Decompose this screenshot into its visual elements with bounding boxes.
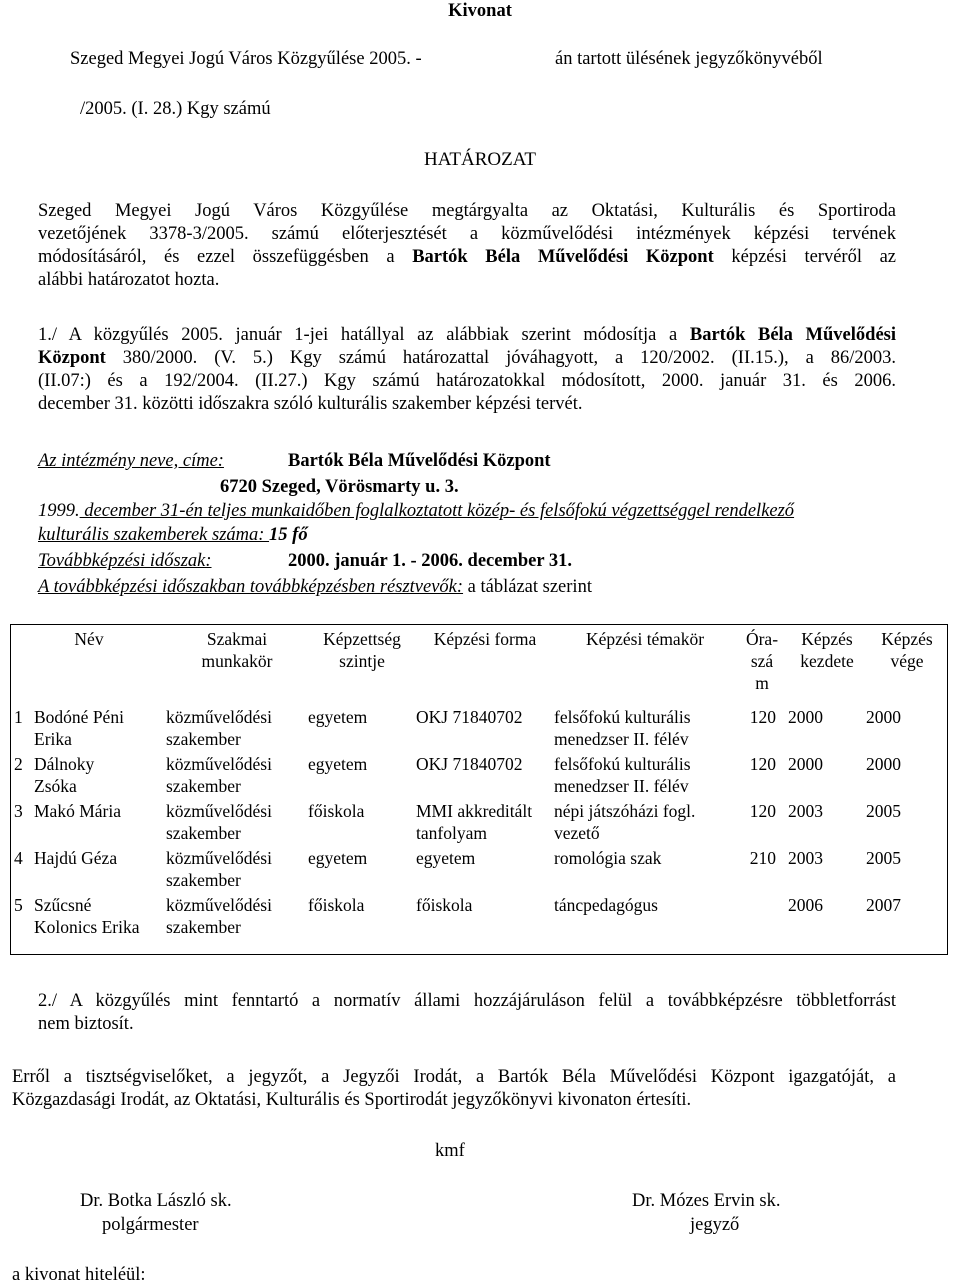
period-label: Továbbképzési időszak:: [38, 551, 212, 571]
header-kepzettseg: Képzettség szintje: [323, 629, 401, 671]
employee-name: Makó Mária: [34, 801, 121, 821]
kmf-label: kmf: [435, 1141, 465, 1161]
row-number: 4: [14, 848, 23, 868]
row-number: 1: [14, 707, 23, 727]
staff-line-2: kulturális szakemberek száma: 15 fő: [38, 525, 308, 545]
training-topic: népi játszóházi fogl. vezető: [554, 801, 696, 843]
training-hours: 120: [749, 707, 776, 727]
institution-address: 6720 Szeged, Vörösmarty u. 3.: [220, 477, 459, 497]
education-level: főiskola: [308, 895, 365, 915]
session-line-left: Szeged Megyei Jogú Város Közgyűlése 2005. -: [70, 49, 422, 69]
header-vege: Képzés vége: [881, 629, 933, 671]
header-forma: Képzési forma: [433, 629, 537, 649]
table-row: [12, 706, 948, 753]
training-topic: felsőfokú kulturális menedzser II. félév: [554, 754, 691, 796]
table-row: [12, 753, 948, 800]
training-start: 2003: [788, 801, 823, 821]
training-end: 2000: [866, 707, 901, 727]
education-level: főiskola: [308, 801, 365, 821]
intro-line-4: alábbi határozatot hozta.: [38, 270, 220, 290]
point-1-line-4: december 31. közötti időszakra szóló kulturális szakember képzési tervét.: [38, 394, 583, 414]
job-title: közművelődési szakember: [166, 848, 272, 890]
mayor-title: polgármester: [102, 1215, 199, 1235]
employee-name: Dálnoky Zsóka: [34, 754, 95, 796]
header-szakmai: Szakmai munkakör: [201, 629, 273, 671]
header-temakor: Képzési témakör: [585, 629, 705, 649]
point-2-line-1: 2./ A közgyűlés mint fenntartó a normatív állami hozzájáruláson felül a továbbképzésre többletforrást: [38, 991, 896, 1011]
intro-paragraph: [38, 200, 896, 292]
certification-footer: a kivonat hiteléül:: [12, 1265, 146, 1285]
point-1-line-3: (II.07:) és a 192/2004. (II.27.) Kgy számú határozatokkal módosított, 2000. január 31. és 2006.: [38, 371, 896, 391]
notify-line-2: Közgazdasági Irodát, az Oktatási, Kulturális és Sportirodát jegyzőkönyvi kivonaton értesíti.: [12, 1090, 692, 1110]
education-level: egyetem: [308, 707, 368, 727]
training-topic: felsőfokú kulturális menedzser II. félév: [554, 707, 691, 749]
job-title: közművelődési szakember: [166, 754, 272, 796]
employee-name: Hajdú Géza: [34, 848, 118, 868]
staff-count: 15 fő: [269, 525, 308, 545]
header-ora: Óra- szá m: [745, 629, 779, 693]
table-row: [12, 894, 948, 941]
notify-line-1: Erről a tisztségviselőket, a jegyzőt, a Jegyzői Irodát, a Bartók Béla Művelődési Központ igazgatóját, a: [12, 1067, 896, 1087]
intro-line-1: Szeged Megyei Jogú Város Közgyűlése megtárgyalta az Oktatási, Kulturális és Sportiroda: [38, 201, 896, 221]
job-title: közművelődési szakember: [166, 801, 272, 843]
training-hours: [736, 894, 788, 941]
mayor-name: Dr. Botka László sk.: [80, 1191, 232, 1211]
job-title: közművelődési szakember: [166, 895, 272, 937]
institution-name-bold: Bartók Béla Művelődési Központ: [412, 247, 714, 267]
training-end: 2000: [866, 754, 901, 774]
training-end: 2005: [866, 848, 901, 868]
header-kezdete: Képzés kezdete: [800, 629, 854, 671]
point-1-line-1: 1./ A közgyűlés 2005. január 1-jei hatállyal az alábbiak szerint módosítja a Bartók Béla Művelődési: [38, 325, 896, 345]
row-number: 3: [14, 801, 23, 821]
training-topic: táncpedagógus: [554, 895, 658, 915]
employee-name: Bodóné Péni Erika: [34, 707, 124, 749]
training-form: egyetem: [416, 848, 476, 868]
notary-name: Dr. Mózes Ervin sk.: [632, 1191, 781, 1211]
intro-line-2: vezetőjének 3378-3/2005. számú előterjesztését a közművelődési intézmények képzési tervének: [38, 224, 896, 244]
participants-line: A továbbképzési időszakban továbbképzésben résztvevők: a táblázat szerint: [38, 577, 592, 597]
row-number: 5: [14, 895, 23, 915]
point-2-line-2: nem biztosít.: [38, 1014, 134, 1034]
document-title: Kivonat: [448, 1, 512, 21]
training-start: 2003: [788, 848, 823, 868]
job-title: közművelődési szakember: [166, 707, 272, 749]
training-hours: 120: [749, 801, 776, 821]
training-form: OKJ 71840702: [416, 754, 523, 774]
point-1-line-2: Központ 380/2000. (V. 5.) Kgy számú határozattal jóváhagyott, a 120/2002. (II.15.), a 86/2003.: [38, 348, 896, 368]
table-row: [12, 847, 948, 894]
training-start: 2000: [788, 754, 823, 774]
period-value: 2000. január 1. - 2006. december 31.: [288, 551, 572, 571]
training-end: 2005: [866, 801, 901, 821]
employee-name: Szűcsné Kolonics Erika: [34, 895, 140, 937]
training-form: OKJ 71840702: [416, 707, 523, 727]
training-start: 2000: [788, 707, 823, 727]
training-end: 2007: [866, 895, 901, 915]
notary-title: jegyző: [690, 1215, 740, 1235]
education-level: egyetem: [308, 848, 368, 868]
training-start: 2006: [788, 895, 823, 915]
institution-label: Az intézmény neve, címe:: [38, 451, 224, 471]
training-topic: romológia szak: [554, 848, 662, 868]
training-form: MMI akkreditált tanfolyam: [416, 801, 533, 843]
intro-line-3: módosításáról, és ezzel összefüggésben a Bartók Béla Művelődési Központ képzési tervéről az: [38, 247, 896, 267]
resolution-heading: HATÁROZAT: [424, 149, 536, 170]
education-level: egyetem: [308, 754, 368, 774]
training-table: [12, 628, 948, 941]
training-form: főiskola: [416, 895, 473, 915]
point-1-paragraph: [38, 324, 896, 416]
table-row: [12, 800, 948, 847]
row-number: 2: [14, 754, 23, 774]
institution-name: Bartók Béla Művelődési Központ: [288, 451, 551, 471]
training-hours: 120: [749, 754, 776, 774]
resolution-reference: /2005. (I. 28.) Kgy számú: [80, 99, 271, 119]
session-line-right: án tartott ülésének jegyzőkönyvéből: [555, 49, 823, 69]
table-header-row: [12, 628, 948, 706]
staff-line-1: 1999. december 31-én teljes munkaidőben foglalkoztatott közép- és felsőfokú végzettséggel rendelkező: [38, 501, 795, 521]
training-hours: 210: [749, 848, 776, 868]
header-nev: Név: [74, 629, 104, 649]
notify-paragraph: [12, 1066, 896, 1112]
point-2-paragraph: [38, 990, 896, 1036]
